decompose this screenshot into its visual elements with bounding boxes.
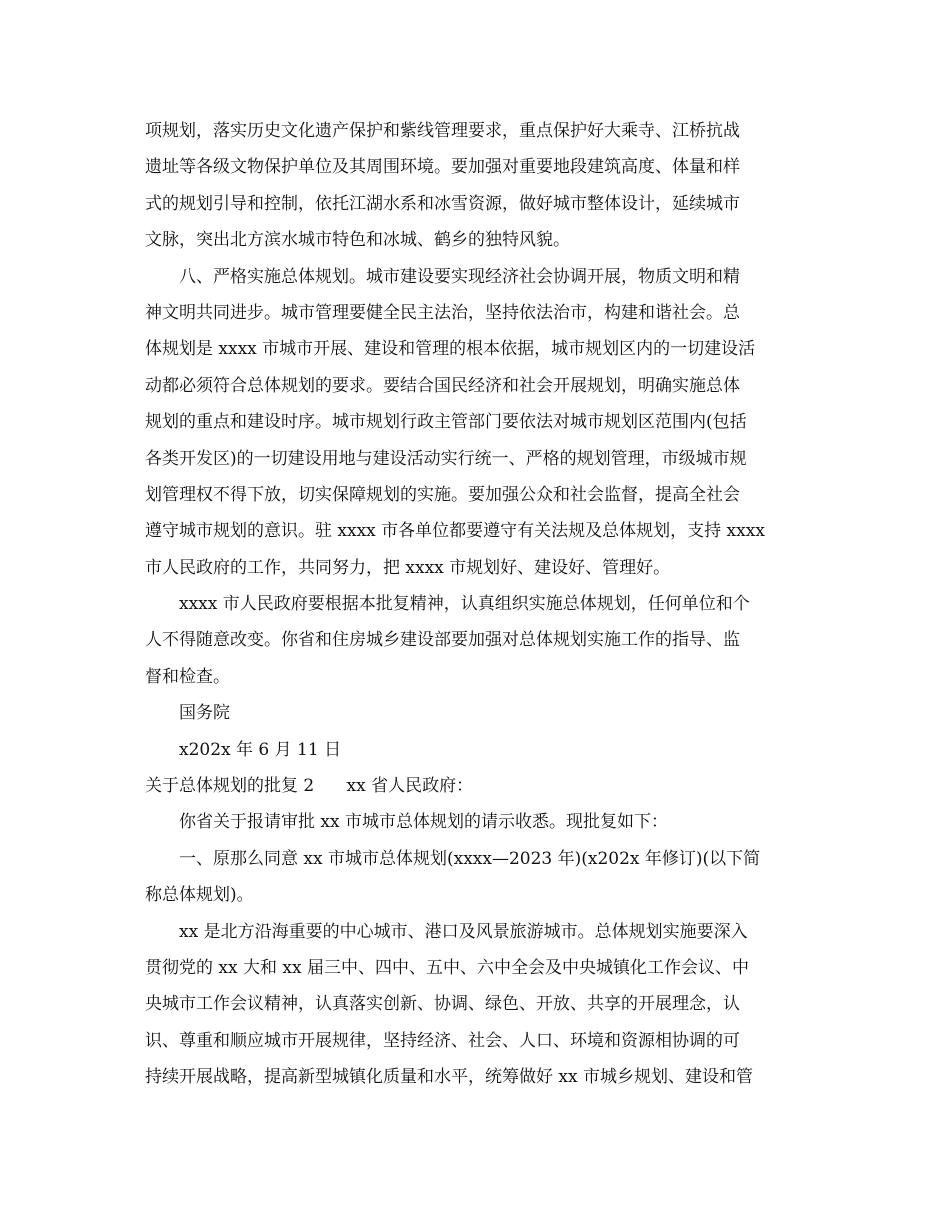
section-title: 关于总体规划的批复 2 [145,776,315,797]
text-line: 八、严格实施总体规划。城市建设要实现经济社会协调开展，物质文明和精 [179,266,740,287]
document-body [145,113,810,1096]
text-line: 识、尊重和顺应城市开展规律，坚持经济、社会、人口、环境和资源相协调的可 [145,1030,740,1051]
text-line: 督和检查。 [145,666,230,687]
section-heading-line [145,768,810,804]
text-line: 市人民政府的工作，共同努力，把 xxxx 市规划好、建设好、管理好。 [145,557,671,578]
text-line: xxxx 市人民政府要根据本批复精神，认真组织实施总体规划，任何单位和个 [179,594,750,615]
text-line: 各类开发区)的一切建设用地与建设活动实行统一、严格的规划管理，市级城市规 [145,448,747,469]
text-line: 规划的重点和建设时序。城市规划行政主管部门要依法对城市规划区范围内(包括 [145,412,747,433]
text-line: xx 是北方沿海重要的中心城市、港口及风景旅游城市。总体规划实施要深入 [179,921,748,942]
text-line: 人不得随意改变。你省和住房城乡建设部要加强对总体规划实施工作的指导、监 [145,630,740,651]
text-line: 动都必须符合总体规划的要求。要结合国民经济和社会开展规划，明确实施总体 [145,375,740,396]
signature-date: x202x 年 6 月 11 日 [179,739,342,760]
signature-org: 国务院 [179,703,230,724]
text-line: 文脉，突出北方滨水城市特色和冰城、鹤乡的独特风貌。 [145,230,570,251]
text-line: 央城市工作会议精神，认真落实创新、协调、绿色、开放、共享的开展理念，认 [145,994,740,1015]
text-line: 项规划，落实历史文化遗产保护和紫线管理要求，重点保护好大乘寺、江桥抗战 [145,121,740,141]
addressee: xx 省人民政府： [346,776,474,797]
text-line: 一、原那么同意 xx 市城市总体规划(xxxx—2023 年)(x202x 年修订)(以下简 [179,848,761,869]
text-line: 贯彻党的 xx 大和 xx 届三中、四中、五中、六中全会及中央城镇化工作会议、中 [145,957,749,978]
text-line: 你省关于报请审批 xx 市城市总体规划的请示收悉。现批复如下： [179,812,668,833]
text-line: 式的规划引导和控制，依托江湖水系和冰雪资源，做好城市整体设计，延续城市 [145,193,740,214]
text-line: 神文明共同进步。城市管理要健全民主法治，坚持依法治市，构建和谐社会。总 [145,302,740,323]
text-line: 遵守城市规划的意识。驻 xxxx 市各单位都要遵守有关法规及总体规划，支持 xxxx [145,521,765,542]
text-line: 遗址等各级文物保护单位及其周围环境。要加强对重要地段建筑高度、体量和样 [145,157,740,178]
text-line: 划管理权不得下放，切实保障规划的实施。要加强公众和社会监督，提高全社会 [145,484,740,505]
text-line: 体规划是 xxxx 市城市开展、建设和管理的根本依据，城市规划区内的一切建设活 [145,339,756,360]
text-line: 持续开展战略，提高新型城镇化质量和水平，统筹做好 xx 市城乡规划、建设和管 [145,1067,753,1088]
text-line: 称总体规划)。 [145,885,254,906]
